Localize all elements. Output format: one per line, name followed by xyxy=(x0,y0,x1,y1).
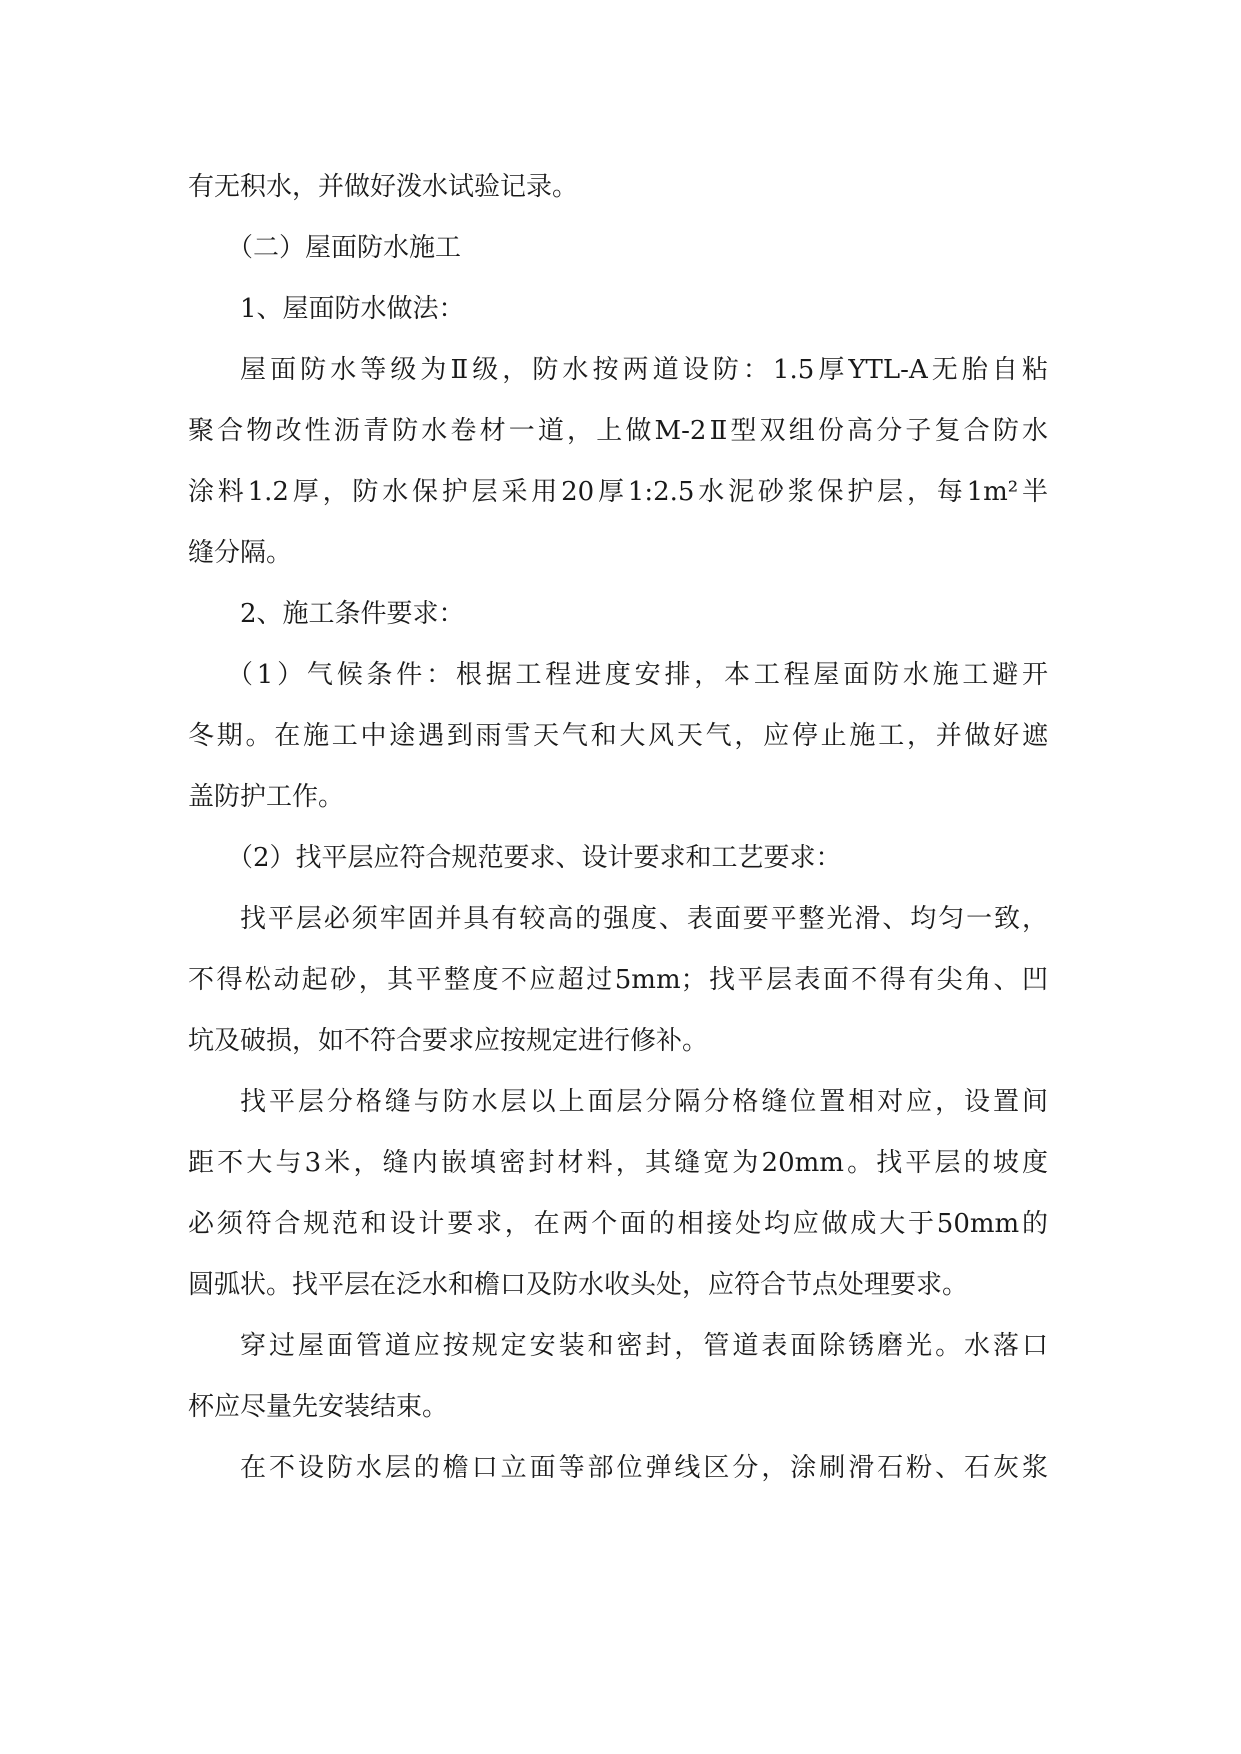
paragraph xyxy=(188,645,1048,828)
paragraph xyxy=(188,828,1048,889)
text-line: 必须符合规范和设计要求，在两个面的相接处均应做成大于50mm的 xyxy=(188,1209,1048,1239)
text-line: 屋面防水等级为Ⅱ级，防水按两道设防：1.5厚YTL-A无胎自粘 xyxy=(240,355,1048,385)
text-line: 2、施工条件要求： xyxy=(240,599,465,629)
text-line: 有无积水，并做好泼水试验记录。 xyxy=(188,172,579,202)
text-line: 杯应尽量先安装结束。 xyxy=(188,1392,449,1422)
text-line: 聚合物改性沥青防水卷材一道，上做M-2Ⅱ型双组份高分子复合防水 xyxy=(188,416,1048,446)
text-line: 穿过屋面管道应按规定安装和密封，管道表面除锈磨光。水落口 xyxy=(240,1331,1048,1361)
text-line: 盖防护工作。 xyxy=(188,782,345,812)
text-line: （1）气候条件：根据工程进度安排，本工程屋面防水施工避开 xyxy=(227,660,1048,690)
text-line: 圆弧状。找平层在泛水和檐口及防水收头处，应符合节点处理要求。 xyxy=(188,1270,969,1300)
document-body xyxy=(188,157,1048,1499)
text-line: 距不大与3米，缝内嵌填密封材料，其缝宽为20mm。找平层的坡度 xyxy=(188,1148,1048,1178)
text-line: 找平层分格缝与防水层以上面层分隔分格缝位置相对应，设置间 xyxy=(240,1087,1048,1117)
text-line: （2）找平层应符合规范要求、设计要求和工艺要求： xyxy=(227,843,842,873)
paragraph xyxy=(188,340,1048,584)
paragraph xyxy=(188,1438,1048,1499)
paragraph xyxy=(188,1316,1048,1438)
paragraph xyxy=(188,279,1048,340)
paragraph xyxy=(188,584,1048,645)
paragraph xyxy=(188,889,1048,1072)
paragraph xyxy=(188,1072,1048,1316)
paragraph xyxy=(188,157,1048,218)
text-line: 涂料1.2厚，防水保护层采用20厚1:2.5水泥砂浆保护层，每1m²半 xyxy=(188,477,1048,507)
text-line: 1、屋面防水做法： xyxy=(240,294,465,324)
text-line: 冬期。在施工中途遇到雨雪天气和大风天气，应停止施工，并做好遮 xyxy=(188,721,1048,751)
text-line: 找平层必须牢固并具有较高的强度、表面要平整光滑、均匀一致， xyxy=(240,904,1048,934)
text-line: 缝分隔。 xyxy=(188,538,293,568)
paragraph xyxy=(188,218,1048,279)
text-line: 坑及破损，如不符合要求应按规定进行修补。 xyxy=(188,1026,709,1056)
text-line: 不得松动起砂，其平整度不应超过5mm；找平层表面不得有尖角、凹 xyxy=(188,965,1048,995)
text-line: 在不设防水层的檐口立面等部位弹线区分，涂刷滑石粉、石灰浆 xyxy=(240,1453,1048,1483)
text-line: （二）屋面防水施工 xyxy=(227,233,462,263)
